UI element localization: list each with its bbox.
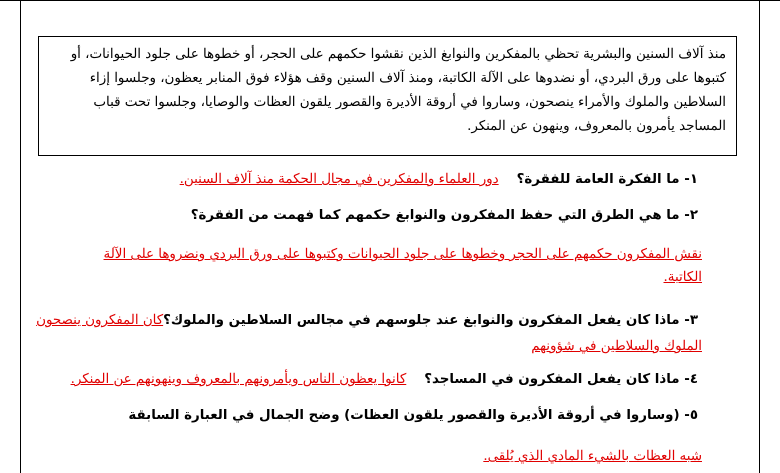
question-2-text: ٢- ما هي الطرق التي حفظ المفكرون والنوابغ حكمهم كما فهمت من الفقرة؟	[190, 208, 698, 223]
answer-4: كانوا يعظون الناس ويأمرونهم بالمعروف وينهونهم عن المنكر.	[70, 372, 407, 387]
answer-1: دور العلماء والمفكرين في مجال الحكمة منذ آلاف السنين.	[179, 172, 499, 187]
answer-3-continued: الملوك والسلاطين في شؤونهم	[531, 339, 702, 354]
answer-3-inline: كان المفكرون ينصحون	[36, 313, 164, 328]
page-border-left	[20, 1, 21, 473]
question-3-text: ٣- ماذا كان يفعل المفكرون والنوابغ عند جلوسهم في مجالس السلاطين والملوك؟	[163, 313, 698, 328]
question-2	[191, 208, 698, 223]
answer-2: نقش المفكرون حكمهم على الحجر وخطوها على جلود الحيوانات وكتبوها على ورق البردي ونضروها على الآلة الكاتبة.	[103, 247, 702, 285]
page-border-right	[759, 1, 760, 473]
question-5-text: ٥- (وساروا في أروقة الأديرة والقصور يلقون العظات) وضح الجمال في العبارة السابقة	[128, 408, 698, 423]
question-5	[128, 408, 698, 423]
question-1	[180, 172, 698, 187]
question-4-text: ٤- ماذا كان يفعل المفكرون في المساجد؟	[424, 372, 698, 387]
question-3	[36, 313, 698, 328]
answer-5: شبه العظات بالشيء المادي الذي يُلقى.	[483, 449, 702, 464]
question-1-text: ١- ما الفكرة العامة للفقرة؟	[516, 172, 698, 187]
reading-passage: منذ آلاف السنين والبشرية تحظي بالمفكرين والنوابغ الذين نقشوا حكمهم على الحجر، أو خطوها على جلود الحيوانات، أو كتبوها على ورق البردي، أو نضدوها على الآلة الكاتبة، ومنذ آلاف السنين وقف هؤلاء فوق المنابر يعظون، وجلسوا إزاء السلاطين والملوك والأمراء ينصحون، وساروا في أروقة الأديرة والقصور يلقون العظات والوصايا، وجلسوا تحت قباب المساجد يأمرون بالمعروف، وينهون عن المنكر.	[38, 36, 737, 156]
question-4	[71, 372, 698, 387]
